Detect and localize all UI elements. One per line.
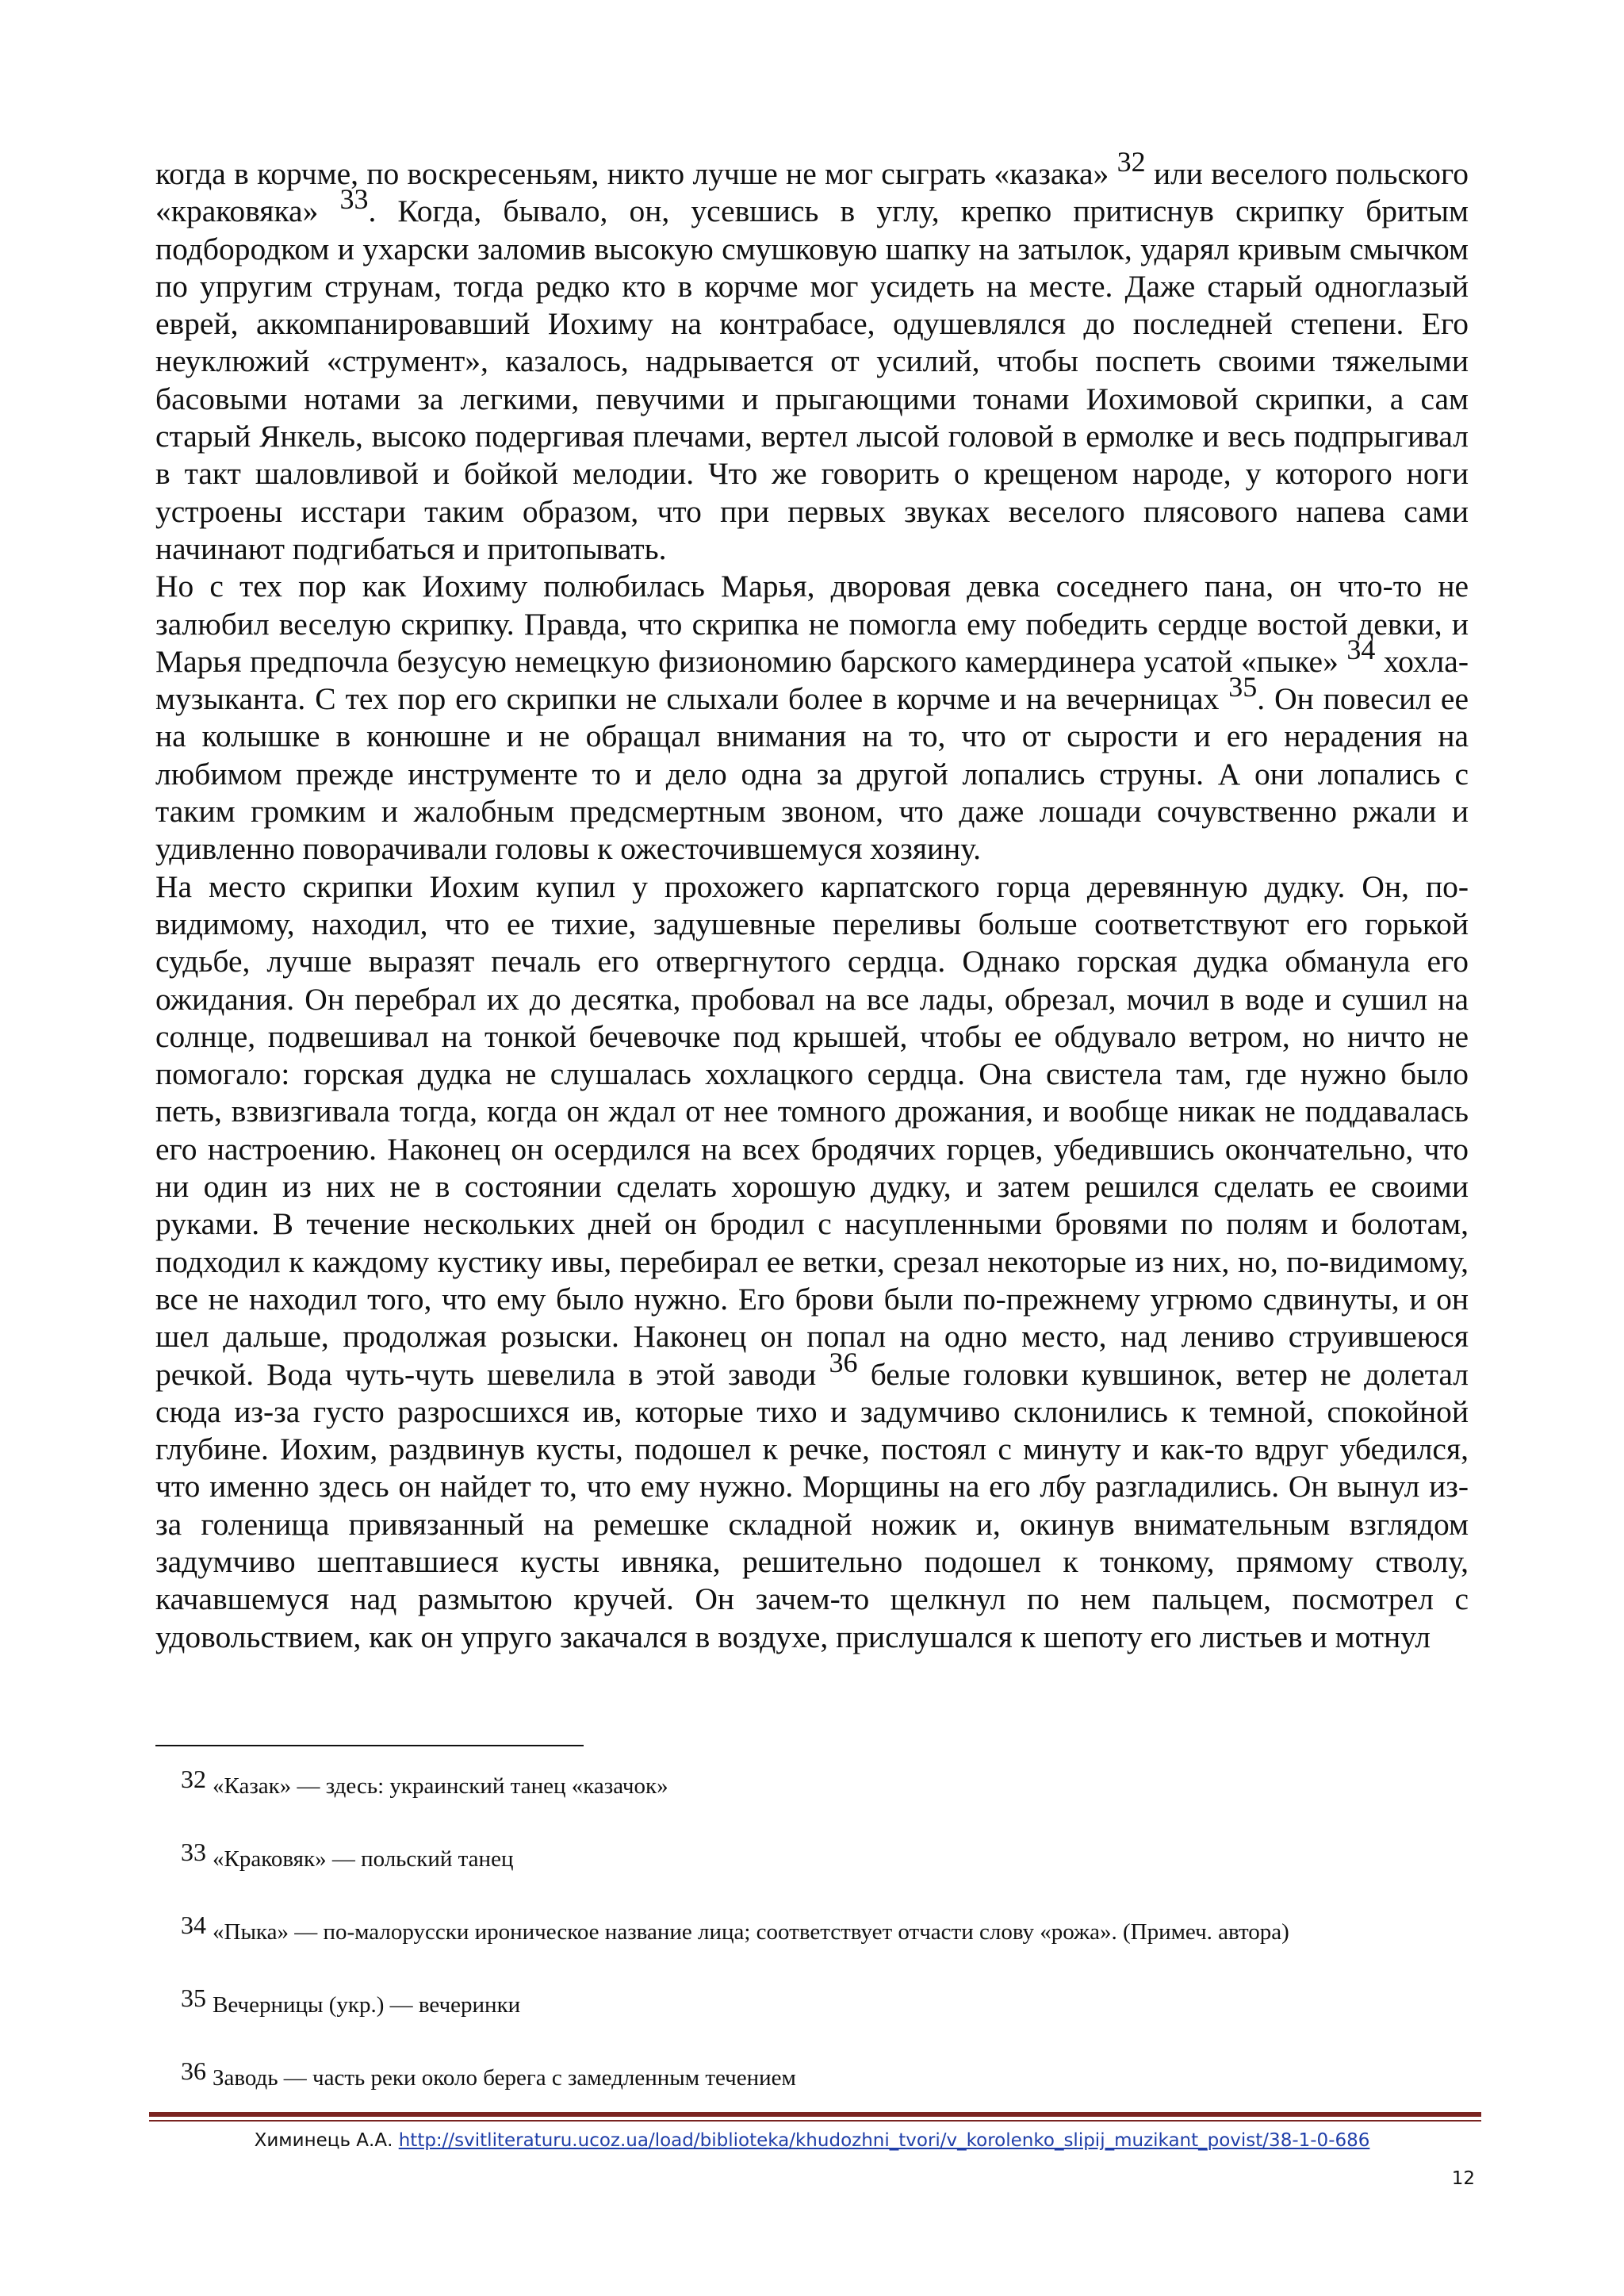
paragraph-2 bbox=[155, 568, 1469, 868]
footnote-33 bbox=[181, 1823, 1481, 1895]
text-run: хохла-музыканта. С тех пор его скрипки не слыхали более в корчме и на вечерницах bbox=[155, 643, 1469, 717]
main-text bbox=[155, 146, 1469, 1656]
footnote-text: Заводь — часть реки около берега с замедленным течением bbox=[213, 2064, 796, 2091]
footnote-text: «Краковяк» — польский танец bbox=[213, 1846, 514, 1872]
footer-rule bbox=[149, 2112, 1481, 2117]
text-run: белые головки кувшинок, ветер не долетал сюда из-за густо разросшихся ив, которые тихо и задумчиво склонились к темной, спокойной глубине. Иохим, раздвинув кусты, подошел к речке, постоял с минуту и как-то вдруг убедился, что именно здесь он найдет то, что ему нужно. Морщины на его лбу разгладились. Он вынул из-за голенища привязанный на ремешке складной ножик и, окинув внимательным взглядом задумчиво шептавшиеся кусты ивняка, решительно подошел к тонкому, прямому стволу, качавшемуся над размытою кручей. Он зачем-то щелкнул по нем пальцем, посмотрел с удовольствием, как он упруго закачался в воздухе, прислушался к шепоту его листьев и мотнул bbox=[155, 1356, 1469, 1654]
footnote-number: 32 bbox=[181, 1764, 206, 1793]
footnote-ref-36[interactable]: 36 bbox=[829, 1346, 858, 1378]
footnote-number: 36 bbox=[181, 2056, 206, 2085]
footnote-number: 33 bbox=[181, 1837, 206, 1866]
footnotes bbox=[181, 1750, 1481, 2114]
footnote-separator bbox=[155, 1745, 584, 1746]
footnote-text: Вечерницы (укр.) — вечеринки bbox=[213, 1991, 521, 2018]
page-number: 12 bbox=[1451, 2168, 1475, 2189]
footer-rule-thin bbox=[149, 2120, 1481, 2122]
text-run: или веселого польского «краковяка» bbox=[155, 156, 1469, 229]
footnote-36 bbox=[181, 2041, 1481, 2114]
footnote-32 bbox=[181, 1750, 1481, 1823]
source-link[interactable]: http://svitliteraturu.ucoz.ua/load/biblioteka/khudozhni_tvori/v_korolenko_slipij_muzikant_povist/38-1-0-686 bbox=[398, 2130, 1370, 2151]
page-footer bbox=[0, 2130, 1624, 2151]
footnote-35 bbox=[181, 1968, 1481, 2041]
text-run: . Когда, бывало, он, усевшись в углу, крепко притиснув скрипку бритым подбородком и ухарски заломив высокую смушковую шапку на затылок, ударял кривым смычком по упругим струнам, тогда редко кто в корчме мог усидеть на месте. Даже старый одноглазый еврей, аккомпанировавший Иохиму на контрабасе, одушевлялся до последней степени. Его неуклюжий «струмент», казалось, надрывается от усилий, чтобы поспеть своими тяжелыми басовыми нотами за легкими, певучими и прыгающими тонами Иохимовой скрипки, а сам старый Янкель, высоко подергивая плечами, вертел лысой головой в ермолке и весь подпрыгивал в такт шаловливой и бойкой мелодии. Что же говорить о крещеном народе, у которого ноги устроены исстари таким образом, что при первых звуках веселого плясового напева сами начинают подгибаться и притопывать. bbox=[155, 194, 1469, 566]
footnote-ref-32[interactable]: 32 bbox=[1116, 146, 1146, 178]
paragraph-1 bbox=[155, 146, 1469, 568]
text-run: На место скрипки Иохим купил у прохожего карпатского горца деревянную дудку. Он, по-видимому, находил, что ее тихие, задушевные переливы больше соответствуют его горькой судьбе, лучше выразят печаль его отвергнутого сердца. Однако горская дудка обманула его ожидания. Он перебрал их до десятка, пробовал на все лады, обрезал, мочил в воде и сушил на солнце, подвешивал на тонкой бечевочке под крышей, чтобы ее обдувало ветром, но ничто не помогало: горская дудка не слушалась хохлацкого сердца. Она свистела там, где нужно было петь, взвизгивала тогда, когда он ждал от нее томного дрожания, и вообще никак не поддавалась его настроению. Наконец он осердился на всех бродячих горцев, убедившись окончательно, что ни один из них не в состоянии сделать хорошую дудку, и затем решился сделать ее своими руками. В течение нескольких дней он бродил с насупленными бровями по полям и болотам, подходил к каждому кустику ивы, перебирал ее ветки, срезал некоторые из них, но, по-видимому, все не находил того, что ему было нужно. Его брови были по-прежнему угрюмо сдвинуты, и он шел дальше, продолжая розыски. Наконец он попал на одно место, над лениво струившеюся речкой. Вода чуть-чуть шевелила в этой заводи bbox=[155, 868, 1469, 1392]
footnote-ref-34[interactable]: 34 bbox=[1346, 633, 1376, 665]
paragraph-3 bbox=[155, 868, 1469, 1656]
text-run: когда в корчме, по воскресеньям, никто лучше не мог сыграть «казака» bbox=[155, 156, 1117, 191]
footnote-number: 34 bbox=[181, 1910, 206, 1939]
footnote-text: «Казак» — здесь: украинский танец «казачок» bbox=[213, 1773, 668, 1799]
footnote-number: 35 bbox=[181, 1983, 206, 2012]
text-run: . Он повесил ее на колышке в конюшне и не обращал внимания на то, что от сырости и его нерадения на любимом прежде инструменте то и дело одна за другой лопались струны. А они лопались с таким громким и жалобным предсмертным звоном, что даже лошади сочувственно ржали и удивленно поворачивали головы к ожесточившемуся хозяину. bbox=[155, 681, 1469, 867]
footer-author: Химинець А.А. bbox=[254, 2130, 393, 2151]
footnote-ref-35[interactable]: 35 bbox=[1228, 671, 1258, 703]
footnote-ref-33[interactable]: 33 bbox=[339, 183, 369, 216]
text-run: Но с тех пор как Иохиму полюбилась Марья, дворовая девка соседнего пана, он что-то не залюбил веселую скрипку. Правда, что скрипка не помогла ему победить сердце востой девки, и Марья предпочла безусую немецкую физиономию барского камердинера усатой «пыке» bbox=[155, 569, 1469, 679]
footnote-text: «Пыка» — по-малорусски ироническое название лица; соответствует отчасти слову «рожа». (Примеч. автора) bbox=[213, 1918, 1289, 1945]
footnote-34 bbox=[181, 1895, 1481, 1968]
